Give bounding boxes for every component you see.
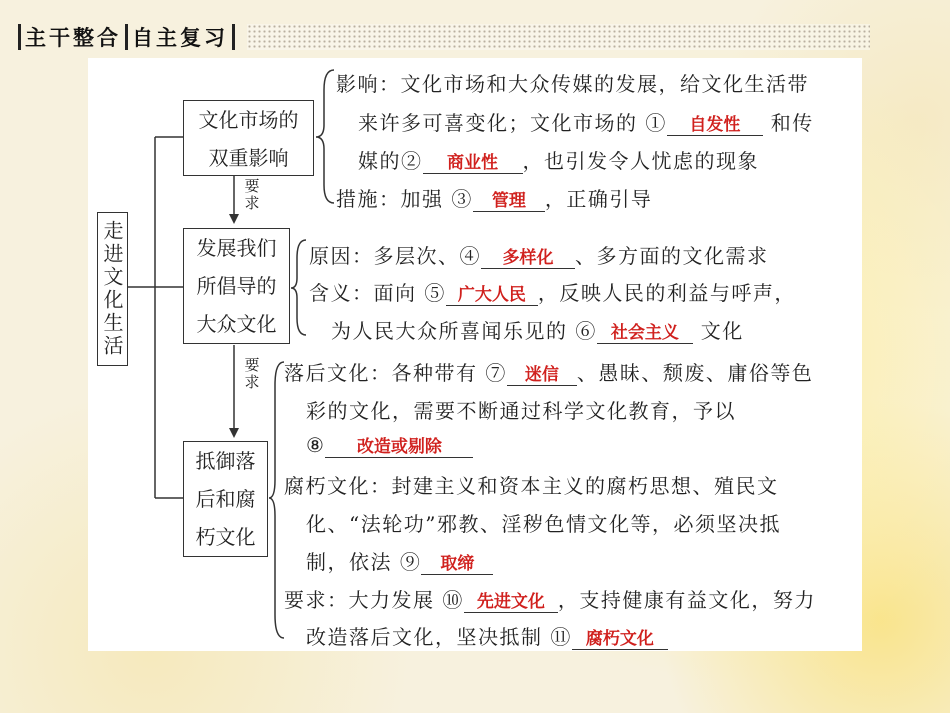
- answer-blank: 管理: [473, 191, 545, 212]
- root-topic: 走进文化生活: [97, 212, 128, 366]
- topic-label: 双重影响: [208, 146, 289, 170]
- text-line: [309, 277, 796, 306]
- line-text: ⑧: [306, 433, 326, 457]
- topic-label: 抵御落: [195, 449, 256, 473]
- text-line: [306, 433, 473, 458]
- line-text: ，支持健康有益文化，努力: [557, 588, 816, 612]
- answer-blank: 多样化: [481, 248, 575, 269]
- answer-blank: 迷信: [507, 365, 577, 386]
- line-text: 化、“法轮功”邪教、淫秽色情文化等，必须坚决抵: [306, 512, 781, 536]
- header-title-sub: 自主复习: [132, 26, 228, 50]
- line-text: 改造落后文化，坚决抵制 ⑪: [306, 625, 572, 649]
- text-line: [309, 240, 769, 269]
- line-text: 文化: [692, 319, 744, 343]
- topic-label: 朽文化: [195, 525, 256, 549]
- line-text: ，正确引导: [544, 187, 653, 211]
- line-text: 彩的文化，需要不断通过科学文化教育，予以: [306, 399, 736, 423]
- line-text: 要求：大力发展 ⑩: [284, 588, 464, 612]
- text-line: [306, 621, 668, 650]
- line-text: 媒的②: [358, 149, 423, 173]
- text-line: [284, 357, 813, 386]
- topic-label: 发展我们: [196, 236, 277, 260]
- text-line: [284, 584, 816, 613]
- topic-label: 所倡导的: [196, 274, 277, 298]
- answer-blank: 改造或剔除: [325, 437, 473, 458]
- text-line: [331, 315, 744, 344]
- line-text: ，也引发令人忧虑的现象: [522, 149, 759, 173]
- line-text: 为人民大众所喜闻乐见的 ⑥: [331, 319, 597, 343]
- text-line: [358, 107, 814, 136]
- answer-blank: 腐朽文化: [572, 629, 668, 650]
- answer-blank: 社会主义: [597, 323, 693, 344]
- topic-label: 后和腐: [195, 487, 256, 511]
- text-line: [306, 508, 781, 537]
- line-text: 措施：加强 ③: [336, 187, 473, 211]
- line-text: 、愚昧、颓废、庸俗等色: [576, 361, 814, 385]
- text-line: [284, 470, 779, 499]
- header-title-main: 主干整合: [25, 26, 121, 50]
- line-text: 落后文化：各种带有 ⑦: [284, 361, 507, 385]
- line-text: 含义：面向 ⑤: [309, 281, 446, 305]
- line-text: 、多方面的文化需求: [575, 244, 769, 268]
- text-line: [336, 68, 809, 97]
- text-line: [358, 145, 759, 174]
- connector-label: 要求: [244, 177, 260, 212]
- line-text: ，反映人民的利益与呼声，: [537, 281, 796, 305]
- topic-label: 大众文化: [196, 312, 277, 336]
- answer-blank: 取缔: [421, 554, 493, 575]
- answer-blank: 商业性: [423, 153, 523, 174]
- text-line: [306, 395, 736, 424]
- line-text: 来许多可喜变化；文化市场的 ①: [358, 111, 667, 135]
- text-line: [336, 183, 652, 212]
- answer-blank: 自发性: [667, 115, 763, 136]
- answer-blank: 广大人民: [446, 285, 538, 306]
- line-text: 原因：多层次、④: [309, 244, 481, 268]
- line-text: 制，依法 ⑨: [306, 550, 422, 574]
- connector-label: 要求: [244, 356, 260, 391]
- text-line: [306, 546, 493, 575]
- line-text: 和传: [762, 111, 814, 135]
- topic-label: 文化市场的: [198, 108, 299, 132]
- answer-blank: 先进文化: [464, 592, 558, 613]
- line-text: 影响：文化市场和大众传媒的发展，给文化生活带: [336, 72, 809, 96]
- line-text: 腐朽文化：封建主义和资本主义的腐朽思想、殖民文: [284, 474, 779, 498]
